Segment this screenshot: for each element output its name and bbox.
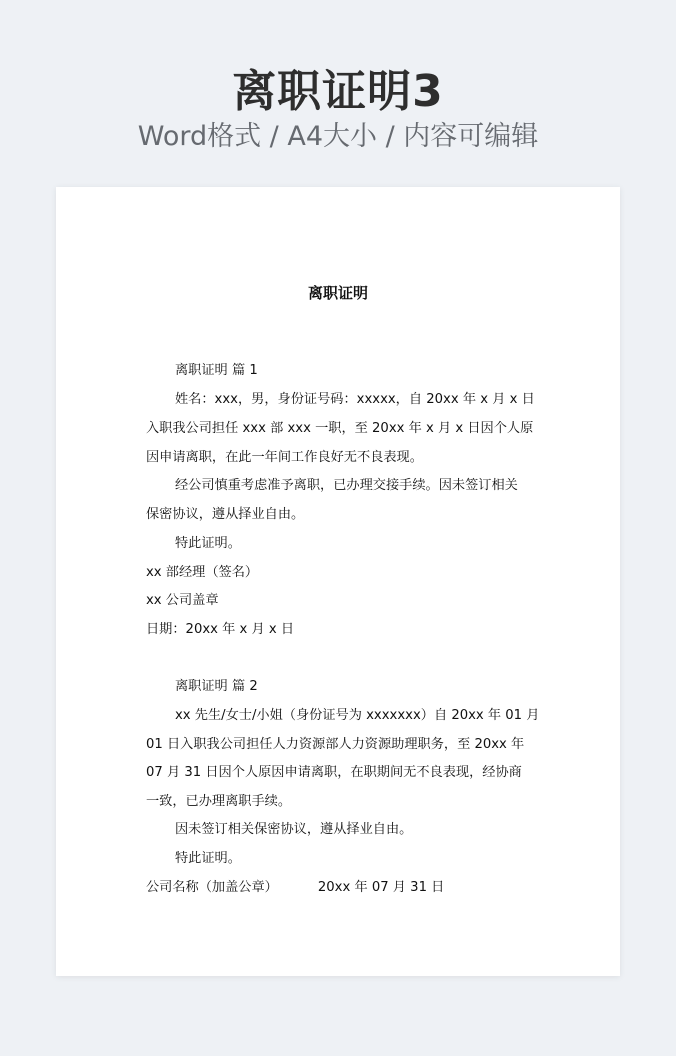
part1-line: 因申请离职，在此一年间工作良好无不良表现。 xyxy=(146,450,423,465)
part1-line: 保密协议，遵从择业自由。 xyxy=(146,507,305,522)
part2-line: 一致，已办理离职手续。 xyxy=(146,794,292,809)
part1-line: xx 部经理（签名） xyxy=(146,565,259,580)
part1-line: 特此证明。 xyxy=(175,536,241,551)
part2-line: 特此证明。 xyxy=(175,851,241,866)
page-subtitle: Word格式 / A4大小 / 内容可编辑 xyxy=(137,121,539,152)
part1-line: xx 公司盖章 xyxy=(146,593,219,608)
page-title: 离职证明3 xyxy=(232,66,444,117)
document-title: 离职证明 xyxy=(307,284,368,302)
part1-line: 日期：20xx 年 x 月 x 日 xyxy=(146,622,295,637)
part1-line: 入职我公司担任 xxx 部 xxx 一职，至 20xx 年 x 月 x 日因个人原 xyxy=(146,421,534,436)
signature-date: 20xx 年 07 月 31 日 xyxy=(317,880,445,895)
part2-line: xx 先生/女士/小姐（身份证号为 xxxxxxx）自 20xx 年 01 月 xyxy=(175,708,540,723)
part1-line: 姓名：xxx，男，身份证号码：xxxxx，自 20xx 年 x 月 x 日 xyxy=(175,392,535,407)
part1-line: 经公司慎重考虑准予离职，已办理交接手续。因未签订相关 xyxy=(175,478,518,493)
part2-line: 因未签订相关保密协议，遵从择业自由。 xyxy=(175,822,413,837)
part2-line: 01 日入职我公司担任人力资源部人力资源助理职务，至 20xx 年 xyxy=(146,737,525,752)
signature-line xyxy=(146,879,536,897)
part2-line: 07 月 31 日因个人原因申请离职，在职期间无不良表现，经协商 xyxy=(146,765,522,780)
signature-company: 公司名称（加盖公章） xyxy=(146,880,278,895)
part1-heading: 离职证明 篇 1 xyxy=(175,363,258,378)
document-page xyxy=(56,187,620,976)
part2-heading: 离职证明 篇 2 xyxy=(175,679,258,694)
